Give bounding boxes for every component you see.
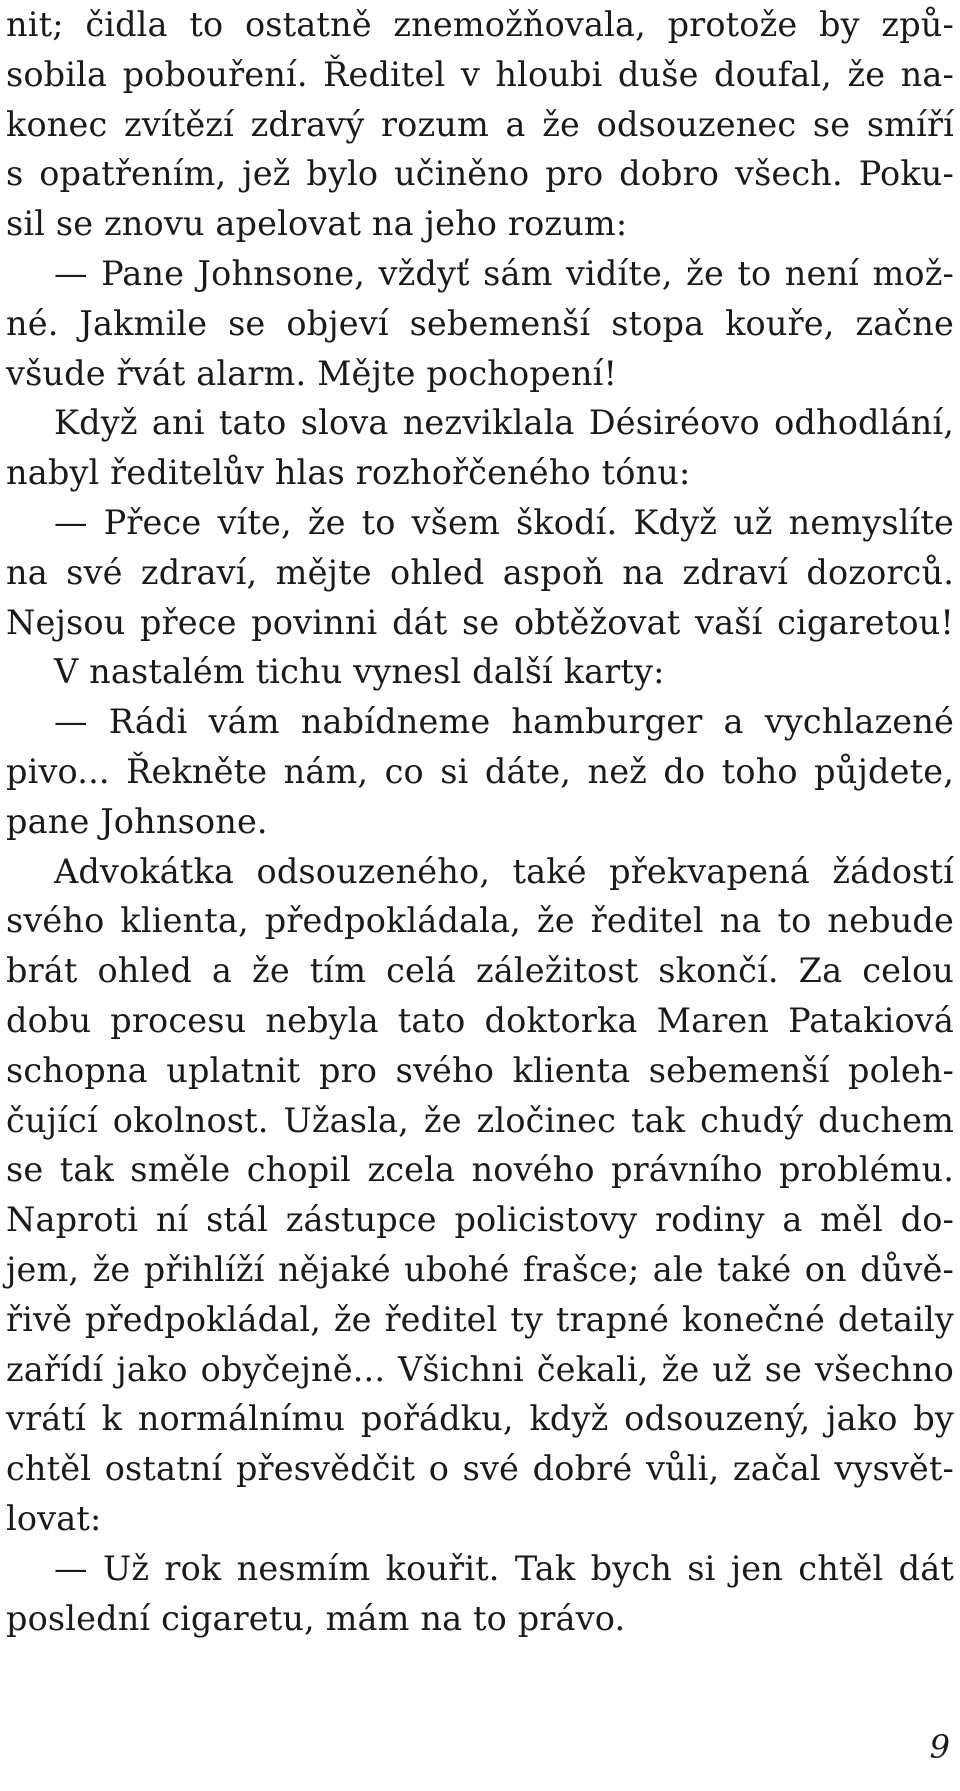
dialogue-line: — Pane Johnsone, vždyť sám vidíte, že to není mož- [54,253,954,293]
text-line: chtěl ostatní přesvědčit o své dobré vůli, začal vysvět- [6,1449,954,1489]
text-line: poslední cigaretu, mám na to právo. [6,1598,626,1638]
text-line: pane Johnsone. [6,801,268,841]
text-line: dobu procesu nebyla tato doktorka Maren Patakiová [6,1000,954,1040]
dialogue-line: — Už rok nesmím kouřit. Tak bych si jen chtěl dát [54,1548,954,1588]
text-line: Naproti ní stál zástupce policistovy rodiny a měl do- [6,1200,954,1240]
text-line: vrátí k normálnímu pořádku, když odsouzený, jako by [6,1399,954,1439]
text-body [6,0,954,1643]
text-line: pivo... Řekněte nám, co si dáte, než do toho půjdete, [6,751,954,791]
text-line: zařídí jako obyčejně... Všichni čekali, že už se všechno [6,1349,954,1389]
text-line: schopna uplatnit pro svého klienta sebemenší poleh- [6,1050,954,1090]
text-line: nit; čidla to ostatně znemožňovala, protože by způ- [6,5,954,44]
text-line: s opatřením, jež bylo učiněno pro dobro všech. Poku- [6,154,954,194]
dialogue-line: — Rádi vám nabídneme hamburger a vychlazené [54,702,954,742]
text-line: brát ohled a že tím celá záležitost skončí. Za celou [6,951,954,991]
text-line: všude řvát alarm. Mějte pochopení! [6,353,618,393]
page-number: 9 [929,1728,950,1766]
text-line: na své zdraví, mějte ohled aspoň na zdraví dozorců. [6,552,954,592]
text-line: Nejsou přece povinni dát se obtěžovat vaší cigaretou! [6,602,954,642]
paragraph-start-line: Advokátka odsouzeného, také překvapená žádostí [54,851,954,891]
text-line: konec zvítězí zdravý rozum a že odsouzenec se smíří [6,104,954,144]
text-line: nabyl ředitelův hlas rozhořčeného tónu: [6,453,691,493]
text-line: se tak směle chopil zcela nového právního problému. [6,1150,954,1190]
paragraph-start-line: V nastalém tichu vynesl další karty: [54,652,665,692]
dialogue-line: — Přece víte, že to všem škodí. Když už nemyslíte [54,502,954,542]
paragraph-start-line: Když ani tato slova nezviklala Désiréovo odhodlání, [54,403,954,443]
text-line: né. Jakmile se objeví sebemenší stopa kouře, začne [6,303,954,343]
text-line: lovat: [6,1498,102,1538]
text-line: sil se znovu apelovat na jeho rozum: [6,204,628,244]
text-line: svého klienta, předpokládala, že ředitel na to nebude [6,901,954,941]
text-line: čující okolnost. Užasla, že zločinec tak chudý duchem [6,1100,954,1140]
text-line: sobila pobouření. Ředitel v hloubi duše doufal, že na- [6,54,954,94]
text-line: řivě předpokládal, že ředitel ty trapné konečné detaily [6,1299,954,1339]
text-line: jem, že přihlíží nějaké ubohé frašce; ale také on důvě- [6,1249,954,1289]
